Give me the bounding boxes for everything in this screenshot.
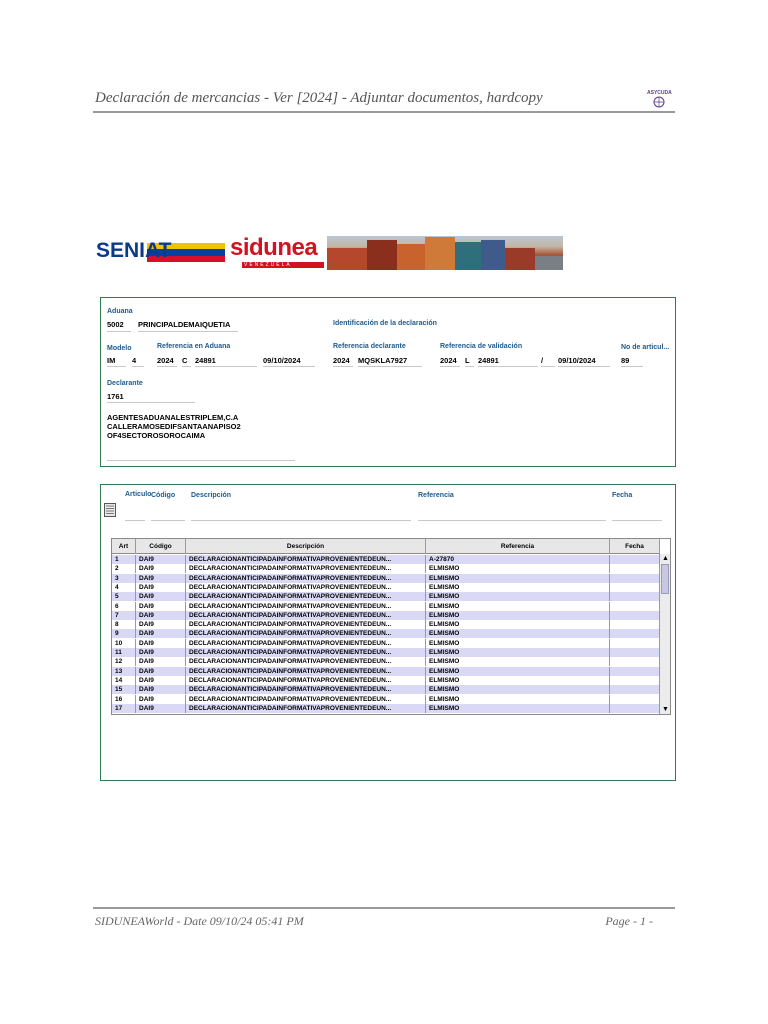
ref-validacion-year[interactable]: 2024 bbox=[440, 356, 457, 365]
filter-fecha-field[interactable] bbox=[612, 520, 662, 521]
cell-descripcion: DECLARACIONANTICIPADAINFORMATIVAPROVENIENTEDEUN... bbox=[186, 620, 426, 629]
cell-referencia: ELMISMO bbox=[426, 685, 610, 694]
table-row[interactable] bbox=[112, 564, 660, 573]
declarante-label: Declarante bbox=[107, 380, 143, 387]
cell-fecha bbox=[610, 620, 660, 629]
cell-codigo: DAI9 bbox=[136, 657, 186, 666]
ref-validacion-num[interactable]: 24891 bbox=[478, 356, 499, 365]
filter-articulo-label: Articulo bbox=[125, 491, 152, 498]
globe-icon bbox=[652, 96, 666, 108]
table-row[interactable] bbox=[112, 704, 660, 713]
cell-art: 9 bbox=[112, 629, 136, 638]
cell-descripcion: DECLARACIONANTICIPADAINFORMATIVAPROVENIENTEDEUN... bbox=[186, 695, 426, 704]
modelo-label: Modelo bbox=[107, 345, 132, 352]
cell-referencia: ELMISMO bbox=[426, 639, 610, 648]
table-row[interactable] bbox=[112, 695, 660, 704]
footer-page: Page - 1 - bbox=[605, 914, 653, 928]
ref-validacion-label: Referencia de validación bbox=[440, 343, 523, 350]
cell-codigo: DAI9 bbox=[136, 611, 186, 620]
filter-fecha-label: Fecha bbox=[612, 492, 633, 499]
table-row[interactable] bbox=[112, 611, 660, 620]
declarante-line-3: OF4SECTOROSOROCAIMA bbox=[107, 431, 206, 440]
cell-descripcion: DECLARACIONANTICIPADAINFORMATIVAPROVENIENTEDEUN... bbox=[186, 657, 426, 666]
cell-descripcion: DECLARACIONANTICIPADAINFORMATIVAPROVENIENTEDEUN... bbox=[186, 555, 426, 564]
documents-panel bbox=[100, 484, 676, 781]
asycuda-logo bbox=[647, 88, 671, 110]
table-row[interactable] bbox=[112, 648, 660, 657]
table-row[interactable] bbox=[112, 676, 660, 685]
cell-fecha bbox=[610, 676, 660, 685]
table-header bbox=[112, 539, 660, 554]
column-header-art[interactable]: Art bbox=[112, 539, 136, 554]
cell-fecha bbox=[610, 667, 660, 676]
seniat-logo-text: SENIAT bbox=[96, 239, 172, 262]
ref-declarante-year[interactable]: 2024 bbox=[333, 356, 350, 365]
ref-validacion-slash: / bbox=[541, 356, 544, 365]
cell-fecha bbox=[610, 648, 660, 657]
cell-fecha bbox=[610, 657, 660, 666]
cell-descripcion: DECLARACIONANTICIPADAINFORMATIVAPROVENIENTEDEUN... bbox=[186, 583, 426, 592]
seniat-logo bbox=[95, 236, 225, 270]
ref-declarante-code[interactable]: MQSKLA7927 bbox=[358, 356, 408, 365]
cell-codigo: DAI9 bbox=[136, 583, 186, 592]
declaration-panel bbox=[100, 297, 676, 467]
column-header-fecha[interactable]: Fecha bbox=[610, 539, 660, 554]
cell-descripcion: DECLARACIONANTICIPADAINFORMATIVAPROVENIENTEDEUN... bbox=[186, 685, 426, 694]
table-row[interactable] bbox=[112, 657, 660, 666]
cell-art: 3 bbox=[112, 574, 136, 583]
scroll-down-icon[interactable]: ▼ bbox=[662, 706, 669, 713]
cell-fecha bbox=[610, 574, 660, 583]
cell-art: 5 bbox=[112, 592, 136, 601]
declarante-code[interactable]: 1761 bbox=[107, 392, 124, 401]
table-row[interactable] bbox=[112, 667, 660, 676]
table-row[interactable] bbox=[112, 592, 660, 601]
cell-descripcion: DECLARACIONANTICIPADAINFORMATIVAPROVENIENTEDEUN... bbox=[186, 667, 426, 676]
column-header-referencia[interactable]: Referencia bbox=[426, 539, 610, 554]
modelo-2[interactable]: 4 bbox=[132, 356, 137, 365]
cell-fecha bbox=[610, 602, 660, 611]
cell-fecha bbox=[610, 704, 660, 713]
cell-codigo: DAI9 bbox=[136, 695, 186, 704]
cell-art: 17 bbox=[112, 704, 136, 713]
document-title: Declaración de mercancias - Ver [2024] - Adjuntar documentos, hardcopy bbox=[95, 90, 543, 106]
sidunea-logo-text: sidunea bbox=[230, 234, 318, 261]
cell-codigo: DAI9 bbox=[136, 592, 186, 601]
column-header-descripcion[interactable]: Descripción bbox=[186, 539, 426, 554]
aduana-label: Aduana bbox=[107, 308, 133, 315]
ref-aduana-serie[interactable]: C bbox=[182, 356, 188, 365]
cell-descripcion: DECLARACIONANTICIPADAINFORMATIVAPROVENIENTEDEUN... bbox=[186, 564, 426, 573]
table-scrollbar[interactable] bbox=[659, 554, 670, 714]
ref-validacion-serie[interactable]: L bbox=[465, 356, 470, 365]
ref-aduana-label: Referencia en Aduana bbox=[157, 343, 231, 350]
cell-codigo: DAI9 bbox=[136, 629, 186, 638]
cell-referencia: ELMISMO bbox=[426, 602, 610, 611]
cell-codigo: DAI9 bbox=[136, 676, 186, 685]
asycuda-logo-text: ASYCUDA bbox=[647, 90, 672, 96]
cell-codigo: DAI9 bbox=[136, 564, 186, 573]
no-articulos-label: No de articul... bbox=[621, 344, 670, 351]
cell-art: 15 bbox=[112, 685, 136, 694]
ref-declarante-label: Referencia declarante bbox=[333, 343, 406, 350]
cell-art: 1 bbox=[112, 555, 136, 564]
cell-codigo: DAI9 bbox=[136, 574, 186, 583]
cell-referencia: ELMISMO bbox=[426, 611, 610, 620]
document-header bbox=[93, 88, 675, 113]
ref-validacion-date[interactable]: 09/10/2024 bbox=[558, 356, 596, 365]
scroll-up-icon[interactable]: ▲ bbox=[662, 555, 669, 562]
document-footer bbox=[93, 907, 675, 932]
cell-descripcion: DECLARACIONANTICIPADAINFORMATIVAPROVENIENTEDEUN... bbox=[186, 639, 426, 648]
document-icon[interactable] bbox=[104, 503, 116, 517]
cell-art: 2 bbox=[112, 564, 136, 573]
ref-aduana-num[interactable]: 24891 bbox=[195, 356, 216, 365]
cell-referencia: ELMISMO bbox=[426, 564, 610, 573]
cell-referencia: ELMISMO bbox=[426, 695, 610, 704]
cell-fecha bbox=[610, 685, 660, 694]
cell-codigo: DAI9 bbox=[136, 555, 186, 564]
footer-date: SIDUNEAWorld - Date 09/10/24 05:41 PM bbox=[95, 914, 304, 928]
cell-art: 8 bbox=[112, 620, 136, 629]
cell-referencia: ELMISMO bbox=[426, 620, 610, 629]
table-row[interactable] bbox=[112, 555, 660, 564]
cell-referencia: ELMISMO bbox=[426, 583, 610, 592]
aduana-name[interactable]: PRINCIPALDEMAIQUETIA bbox=[138, 320, 231, 329]
cell-descripcion: DECLARACIONANTICIPADAINFORMATIVAPROVENIENTEDEUN... bbox=[186, 602, 426, 611]
cell-referencia: ELMISMO bbox=[426, 657, 610, 666]
table-row[interactable] bbox=[112, 685, 660, 694]
table-row[interactable] bbox=[112, 602, 660, 611]
declarante-line-1: AGENTESADUANALESTRIPLEM,C.A bbox=[107, 413, 239, 422]
cell-art: 13 bbox=[112, 667, 136, 676]
table-row[interactable] bbox=[112, 574, 660, 583]
cell-codigo: DAI9 bbox=[136, 620, 186, 629]
cell-referencia: ELMISMO bbox=[426, 592, 610, 601]
filter-referencia-label: Referencia bbox=[418, 492, 454, 499]
no-articulos-value[interactable]: 89 bbox=[621, 356, 630, 365]
table-row[interactable] bbox=[112, 639, 660, 648]
cell-referencia: ELMISMO bbox=[426, 676, 610, 685]
cell-descripcion: DECLARACIONANTICIPADAINFORMATIVAPROVENIENTEDEUN... bbox=[186, 629, 426, 638]
cell-fecha bbox=[610, 583, 660, 592]
cell-fecha bbox=[610, 611, 660, 620]
cell-codigo: DAI9 bbox=[136, 648, 186, 657]
cell-referencia: ELMISMO bbox=[426, 629, 610, 638]
sidunea-logo bbox=[228, 236, 324, 270]
filter-codigo-label: Código bbox=[151, 492, 176, 499]
modelo-1[interactable]: IM bbox=[107, 356, 116, 365]
table-row[interactable] bbox=[112, 629, 660, 638]
cell-codigo: DAI9 bbox=[136, 639, 186, 648]
cell-fecha bbox=[610, 564, 660, 573]
column-header-codigo[interactable]: Código bbox=[136, 539, 186, 554]
ref-aduana-date[interactable]: 09/10/2024 bbox=[263, 356, 301, 365]
aduana-code[interactable]: 5002 bbox=[107, 320, 124, 329]
table-row[interactable] bbox=[112, 583, 660, 592]
cell-codigo: DAI9 bbox=[136, 602, 186, 611]
cell-referencia: ELMISMO bbox=[426, 667, 610, 676]
filter-descripcion-label: Descripción bbox=[191, 492, 232, 499]
cell-codigo: DAI9 bbox=[136, 704, 186, 713]
cell-art: 16 bbox=[112, 695, 136, 704]
cell-codigo: DAI9 bbox=[136, 667, 186, 676]
table-row[interactable] bbox=[112, 620, 660, 629]
cell-descripcion: DECLARACIONANTICIPADAINFORMATIVAPROVENIENTEDEUN... bbox=[186, 592, 426, 601]
cell-referencia: ELMISMO bbox=[426, 704, 610, 713]
cell-descripcion: DECLARACIONANTICIPADAINFORMATIVAPROVENIENTEDEUN... bbox=[186, 648, 426, 657]
cell-art: 11 bbox=[112, 648, 136, 657]
banner bbox=[95, 236, 563, 270]
identificacion-label: Identificación de la declaración bbox=[333, 320, 437, 327]
scroll-thumb[interactable] bbox=[661, 564, 669, 594]
cell-codigo: DAI9 bbox=[136, 685, 186, 694]
documents-table bbox=[111, 538, 671, 715]
cell-fecha bbox=[610, 592, 660, 601]
cell-art: 14 bbox=[112, 676, 136, 685]
cell-art: 12 bbox=[112, 657, 136, 666]
cell-fecha bbox=[610, 695, 660, 704]
cell-fecha bbox=[610, 639, 660, 648]
filter-descripcion-field[interactable] bbox=[191, 520, 411, 521]
cell-referencia: ELMISMO bbox=[426, 648, 610, 657]
declarante-line-2: CALLERAMOSEDIFSANTAANAPISO2 bbox=[107, 422, 241, 431]
cell-art: 4 bbox=[112, 583, 136, 592]
cell-descripcion: DECLARACIONANTICIPADAINFORMATIVAPROVENIENTEDEUN... bbox=[186, 704, 426, 713]
cell-art: 7 bbox=[112, 611, 136, 620]
cell-art: 6 bbox=[112, 602, 136, 611]
ref-aduana-year[interactable]: 2024 bbox=[157, 356, 174, 365]
cell-descripcion: DECLARACIONANTICIPADAINFORMATIVAPROVENIENTEDEUN... bbox=[186, 574, 426, 583]
cell-descripcion: DECLARACIONANTICIPADAINFORMATIVAPROVENIENTEDEUN... bbox=[186, 676, 426, 685]
containers-photo bbox=[327, 236, 563, 270]
filter-codigo-field[interactable] bbox=[151, 520, 185, 521]
filter-referencia-field[interactable] bbox=[418, 520, 606, 521]
cell-art: 10 bbox=[112, 639, 136, 648]
cell-fecha bbox=[610, 555, 660, 564]
cell-fecha bbox=[610, 629, 660, 638]
cell-referencia: ELMISMO bbox=[426, 574, 610, 583]
cell-descripcion: DECLARACIONANTICIPADAINFORMATIVAPROVENIENTEDEUN... bbox=[186, 611, 426, 620]
sidunea-logo-subtext: VENEZUELA bbox=[244, 262, 292, 268]
cell-referencia: A-27870 bbox=[426, 555, 610, 564]
filter-articulo-field[interactable] bbox=[125, 520, 145, 521]
